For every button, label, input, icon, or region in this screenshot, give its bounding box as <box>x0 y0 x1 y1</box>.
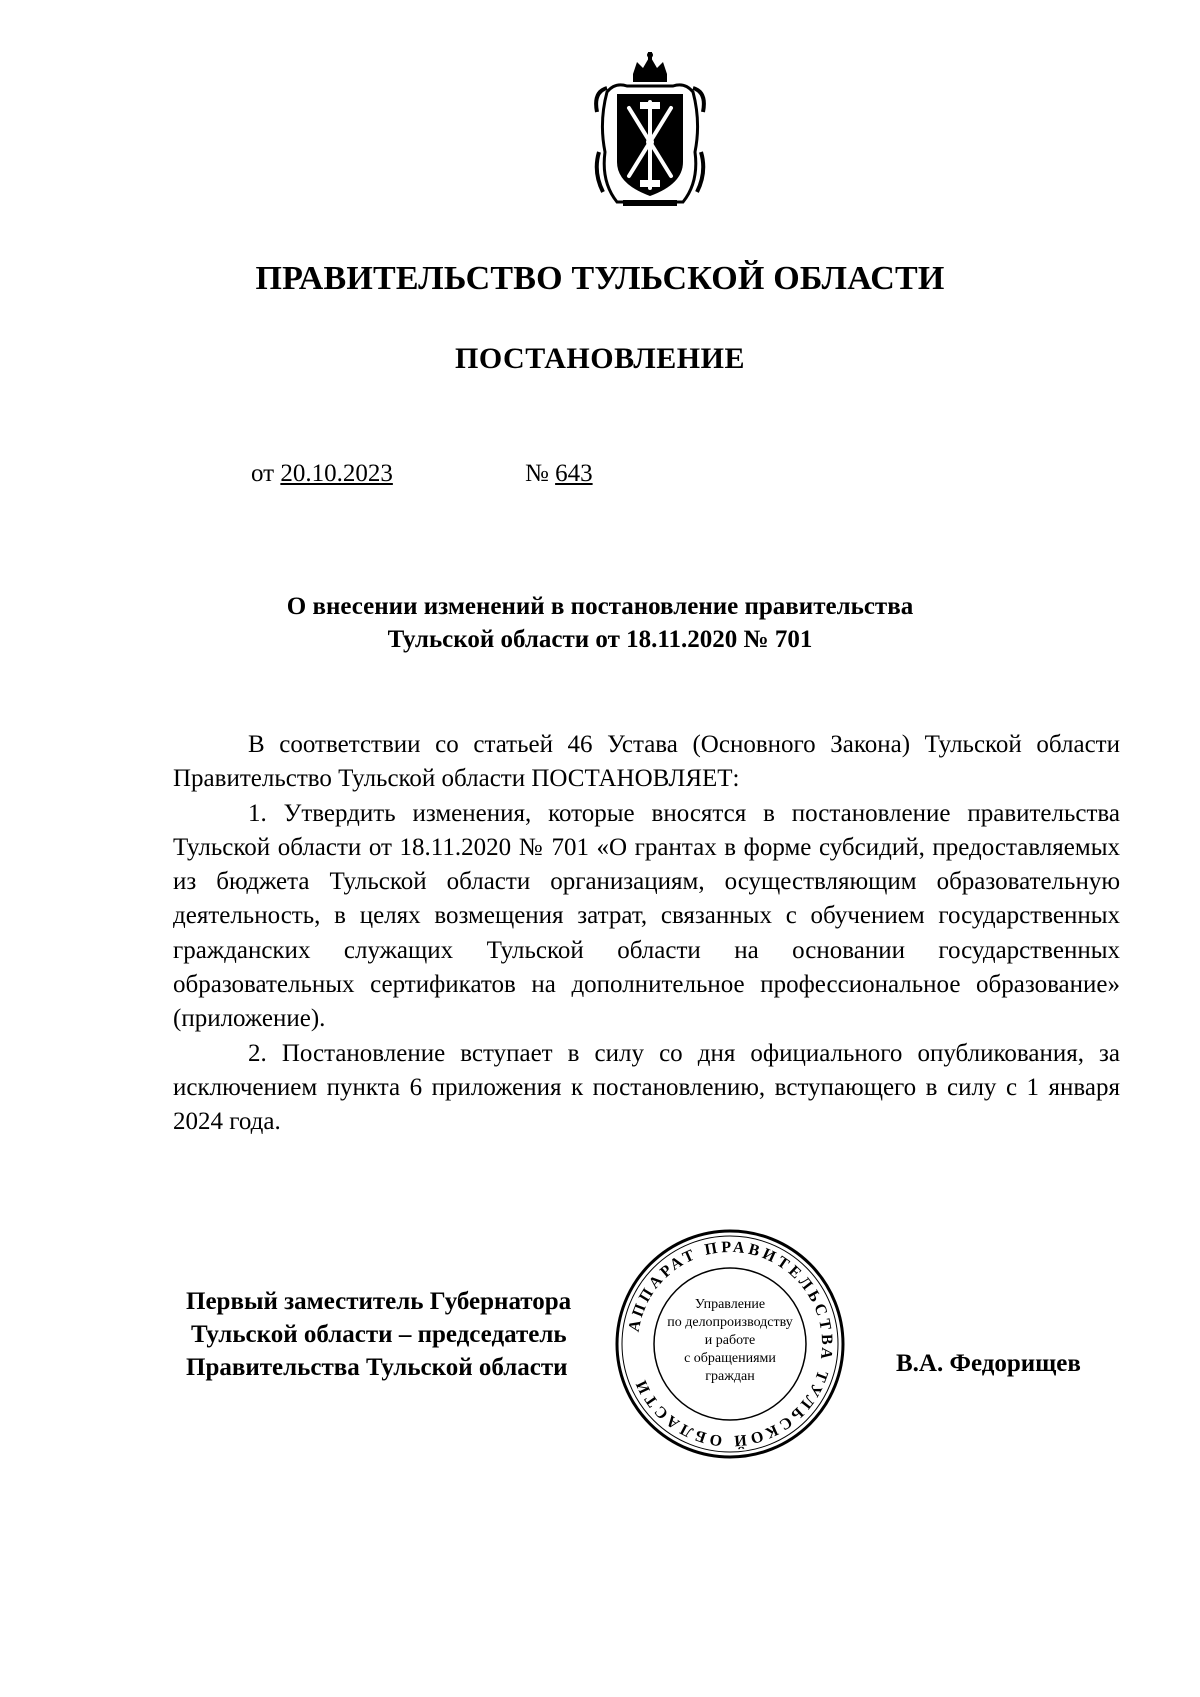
stamp-center-line: граждан <box>705 1369 755 1384</box>
document-body <box>173 728 1120 1140</box>
number-value: 643 <box>555 460 593 487</box>
document-date <box>251 460 393 488</box>
subject-line-2: Тульской области от 18.11.2020 № 701 <box>387 626 813 653</box>
subject-line-1: О внесении изменений в постановление правительства <box>286 593 914 620</box>
position-line: Первый заместитель Губернатора <box>186 1288 572 1315</box>
official-stamp <box>614 1228 846 1460</box>
position-line: Правительства Тульской области <box>186 1354 568 1381</box>
document-subject <box>0 590 1200 656</box>
organization-title: ПРАВИТЕЛЬСТВО ТУЛЬСКОЙ ОБЛАСТИ <box>255 260 945 297</box>
position-line: Тульской области – председатель <box>191 1321 567 1348</box>
stamp-center-line: Управление <box>694 1297 766 1312</box>
stamp-center-line: с обращениями <box>684 1351 776 1366</box>
document-number <box>525 460 593 488</box>
signatory-position <box>186 1285 571 1384</box>
date-value: 20.10.2023 <box>280 460 393 487</box>
date-prefix: от <box>251 460 275 487</box>
body-paragraph: 2. Постановление вступает в силу со дня официального опубликования, за исключением пункта 6 приложения к постановлению, вступающего в силу с 1 января 2024 года. <box>173 1039 1120 1136</box>
body-paragraph: В соответствии со статьей 46 Устава (Основного Закона) Тульской области Правительство Тульской области ПОСТАНОВЛЯЕТ: <box>173 731 1120 793</box>
document-type: ПОСТАНОВЛЕНИЕ <box>455 342 745 375</box>
stamp-center-line: и работе <box>704 1333 756 1348</box>
signatory-name: В.А. Федорищев <box>896 1350 1081 1377</box>
number-prefix: № <box>525 460 549 487</box>
stamp-ring-text: АППАРАТ ПРАВИТЕЛЬСТВА ТУЛЬСКОЙ ОБЛАСТИ <box>625 1238 836 1450</box>
stamp-center-line: по делопроизводству <box>667 1315 793 1330</box>
coat-of-arms-icon <box>593 52 707 210</box>
body-paragraph: 1. Утвердить изменения, которые вносятся в постановление правительства Тульской области от 18.11.2020 № 701 «О грантах в форме субсидий, предоставляемых из бюджета Тульской области организациям, осуществляющим образовательную деятельность, в целях возмещения затрат, связанных с обучением государственных гражданских служащих Тульской области на основании государственных образовательных сертификатов на дополнительное профессиональное образование» (приложение). <box>173 799 1120 1033</box>
